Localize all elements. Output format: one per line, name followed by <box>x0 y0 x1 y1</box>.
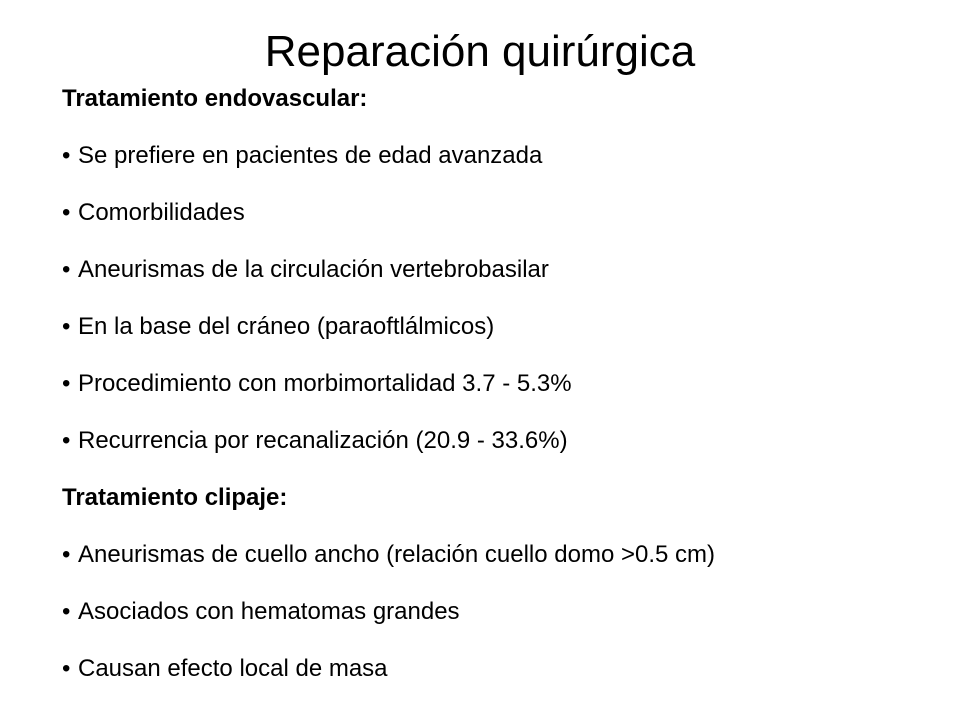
list-item-text: Procedimiento con morbimortalidad 3.7 - 5.3% <box>78 370 572 397</box>
bullet-icon: • <box>62 313 71 340</box>
section-heading: Tratamiento clipaje: <box>62 484 288 511</box>
list-item <box>62 139 942 173</box>
slide-title: Reparación quirúrgica <box>264 27 696 76</box>
list-item-text: En la base del cráneo (paraoftlálmicos) <box>78 313 495 340</box>
list-item-text: Se prefiere en pacientes de edad avanzada <box>78 142 543 169</box>
bullet-list <box>62 139 942 458</box>
bullet-icon: • <box>62 598 71 625</box>
bullet-icon: • <box>62 256 71 283</box>
list-item <box>62 196 942 230</box>
list-item-text: Causan efecto local de masa <box>78 655 388 682</box>
section-clipaje <box>62 481 942 686</box>
list-item <box>62 253 942 287</box>
list-item-text: Aneurismas de la circulación vertebrobasilar <box>78 256 549 283</box>
list-item <box>62 310 942 344</box>
section-heading: Tratamiento endovascular: <box>62 85 368 112</box>
list-item <box>62 424 942 458</box>
list-item-text: Comorbilidades <box>78 199 245 226</box>
list-item <box>62 595 942 629</box>
list-item-text: Recurrencia por recanalización (20.9 - 33.6%) <box>78 427 568 454</box>
bullet-icon: • <box>62 427 71 454</box>
bullet-icon: • <box>62 541 71 568</box>
list-item <box>62 652 942 686</box>
list-item <box>62 538 942 572</box>
slide-content <box>62 82 942 709</box>
bullet-icon: • <box>62 655 71 682</box>
bullet-icon: • <box>62 199 71 226</box>
bullet-list <box>62 538 942 686</box>
list-item-text: Aneurismas de cuello ancho (relación cuello domo >0.5 cm) <box>78 541 715 568</box>
bullet-icon: • <box>62 142 71 169</box>
section-endovascular <box>62 82 942 458</box>
list-item-text: Asociados con hematomas grandes <box>78 598 460 625</box>
bullet-icon: • <box>62 370 71 397</box>
list-item <box>62 367 942 401</box>
